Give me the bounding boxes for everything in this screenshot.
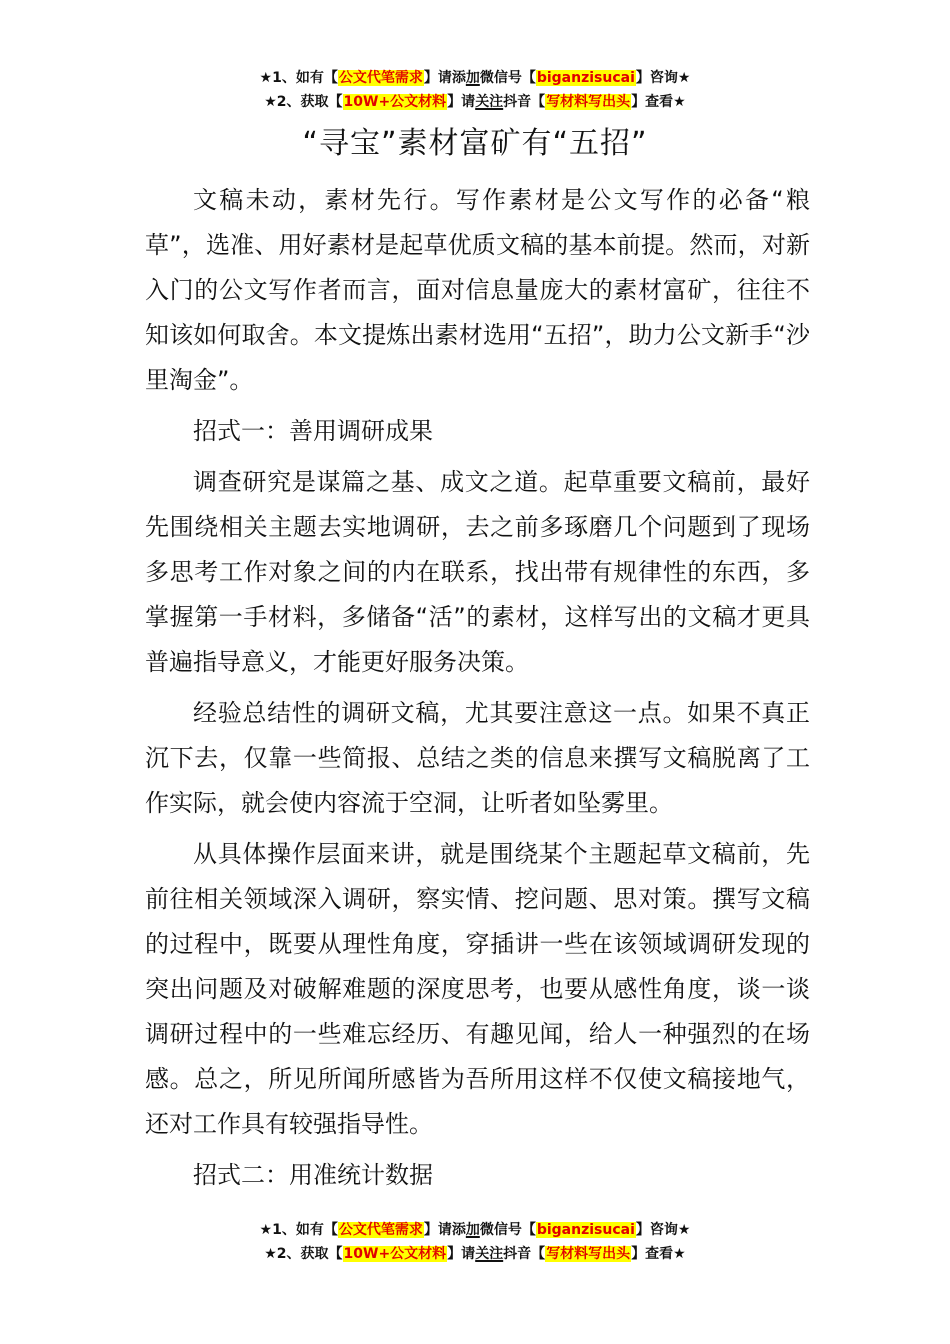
banner-line-2 xyxy=(0,90,950,114)
banner-line-1 xyxy=(0,1218,950,1242)
banner-text: 抖音【 xyxy=(503,1246,546,1262)
banner-text: ★1、如有【 xyxy=(259,70,338,86)
underlined-text: 关注 xyxy=(475,94,504,110)
banner-line-1 xyxy=(0,66,950,90)
banner-text: ★2、获取【 xyxy=(264,94,343,110)
highlight-service: 公文代笔需求 xyxy=(338,70,423,86)
highlight-wechat-id: biganzisucai xyxy=(536,70,635,86)
paragraph: 调查研究是谋篇之基、成文之道。起草重要文稿前，最好先围绕相关主题去实地调研，去之前多琢磨几个问题到了现场多思考工作对象之间的内在联系，找出带有规律性的东西，多掌握第一手材料，多储备“活”的素材，这样写出的文稿才更具普遍指导意义，才能更好服务决策。 xyxy=(145,468,810,676)
highlight-materials: 10W+公文材料 xyxy=(343,1246,447,1262)
banner-text: 微信号【 xyxy=(479,70,536,86)
underlined-text: 关注 xyxy=(475,1246,504,1262)
underlined-text: 加 xyxy=(465,1222,480,1238)
banner-text: 】请 xyxy=(447,1246,476,1262)
section-heading-2: 招式二：用准统计数据 xyxy=(193,1161,433,1189)
banner-text: 】请 xyxy=(447,94,476,110)
banner-text: ★1、如有【 xyxy=(259,1222,338,1238)
banner-text: 】查看★ xyxy=(631,1246,686,1262)
bottom-banner xyxy=(0,1218,950,1266)
highlight-douyin-account: 写材料写出头 xyxy=(546,1246,631,1262)
paragraph: 从具体操作层面来讲，就是围绕某个主题起草文稿前，先前往相关领域深入调研，察实情、挖问题、思对策。撰写文稿的过程中，既要从理性角度，穿插讲一些在该领域调研发现的突出问题及对破解难题的深度思考，也要从感性角度，谈一谈调研过程中的一些难忘经历、有趣见闻，给人一种强烈的在场感。总之，所见所闻所感皆为吾所用这样不仅使文稿接地气，还对工作具有较强指导性。 xyxy=(145,840,810,1138)
highlight-douyin-account: 写材料写出头 xyxy=(546,94,631,110)
document-body xyxy=(145,178,810,1204)
banner-text: 抖音【 xyxy=(503,94,546,110)
paragraph-intro: 文稿未动，素材先行。写作素材是公文写作的必备“粮草”，选准、用好素材是起草优质文稿的基本前提。然而，对新入门的公文写作者而言，面对信息量庞大的素材富矿，往往不知该如何取舍。本文提炼出素材选用“五招”，助力公文新手“沙里淘金”。 xyxy=(145,186,810,394)
banner-text: 】请添 xyxy=(423,1222,466,1238)
paragraph: 经验总结性的调研文稿，尤其要注意这一点。如果不真正沉下去，仅靠一些简报、总结之类的信息来撰写文稿脱离了工作实际，就会使内容流于空洞，让听者如坠雾里。 xyxy=(145,699,810,817)
banner-text: 】请添 xyxy=(423,70,466,86)
document-title: “寻宝”素材富矿有“五招” xyxy=(302,126,648,161)
highlight-materials: 10W+公文材料 xyxy=(343,94,447,110)
banner-text: 微信号【 xyxy=(479,1222,536,1238)
banner-text: ★2、获取【 xyxy=(264,1246,343,1262)
highlight-wechat-id: biganzisucai xyxy=(536,1222,635,1238)
underlined-text: 加 xyxy=(465,70,480,86)
banner-text: 】咨询★ xyxy=(635,70,691,86)
banner-text: 】咨询★ xyxy=(635,1222,691,1238)
top-banner xyxy=(0,66,950,114)
banner-line-2 xyxy=(0,1242,950,1266)
section-heading-1: 招式一：善用调研成果 xyxy=(193,417,433,445)
highlight-service: 公文代笔需求 xyxy=(338,1222,423,1238)
banner-text: 】查看★ xyxy=(631,94,686,110)
